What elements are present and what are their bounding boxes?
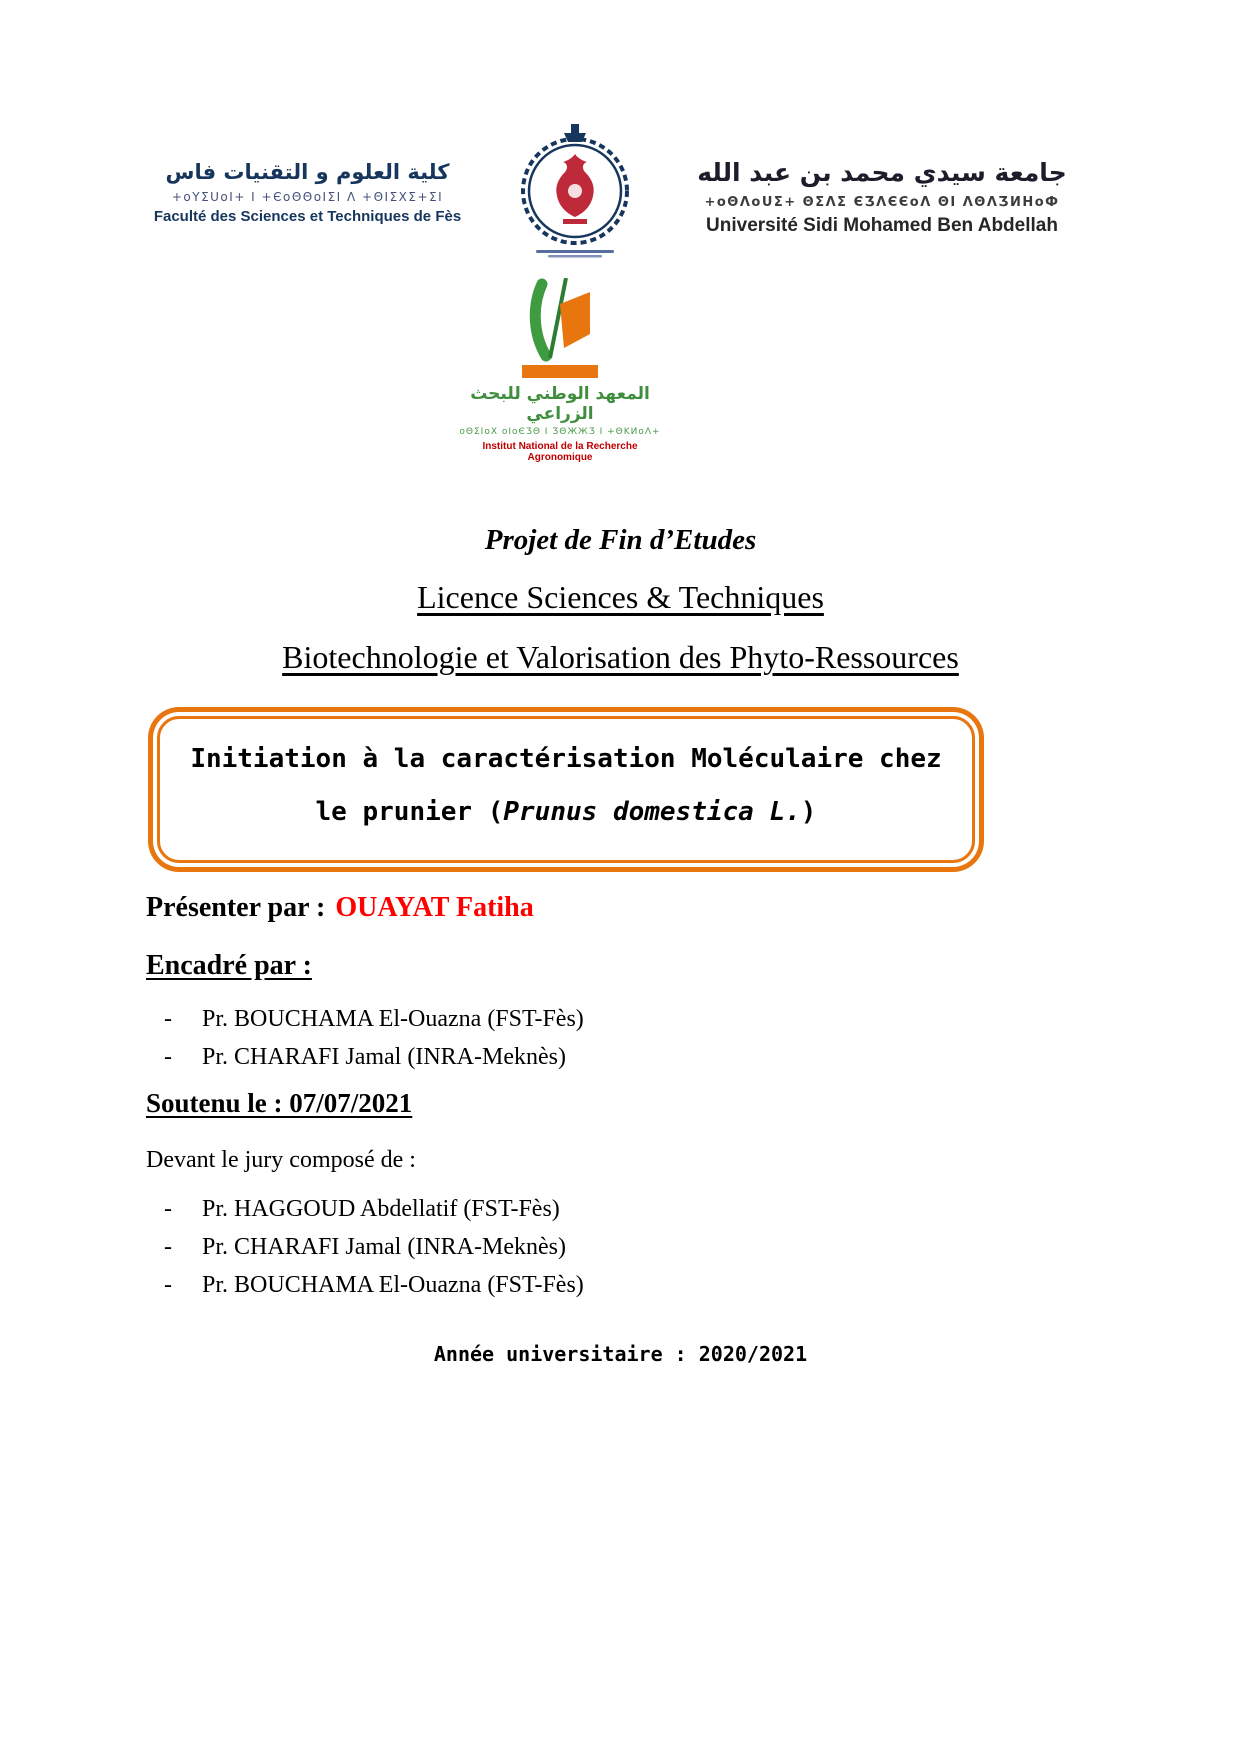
fst-header-block bbox=[140, 160, 475, 225]
jury-item bbox=[164, 1234, 584, 1261]
supervisor-item bbox=[164, 1044, 584, 1071]
thesis-title-line1: Initiation à la caractérisation Moléculaire chez bbox=[190, 744, 942, 774]
fst-french-title: Faculté des Sciences et Techniques de Fès bbox=[153, 208, 462, 225]
jury-item bbox=[164, 1196, 584, 1223]
bullet-dash: - bbox=[164, 1272, 172, 1298]
usmba-header-block bbox=[688, 158, 1076, 237]
usmba-arabic-title: جامعة سيدي محمد بن عبد الله bbox=[697, 158, 1067, 187]
degree-heading: Licence Sciences & Techniques bbox=[417, 579, 824, 615]
bullet-dash: - bbox=[164, 1196, 172, 1222]
inra-block bbox=[450, 278, 670, 463]
usmba-french-title: Université Sidi Mohamed Ben Abdellah bbox=[706, 215, 1058, 236]
presented-by-line bbox=[146, 892, 534, 924]
thesis-title-box bbox=[157, 716, 975, 863]
fst-arabic-title: كلية العلوم و التقنيات فاس bbox=[165, 160, 450, 184]
academic-year-line: Année universitaire : 2020/2021 bbox=[433, 1342, 808, 1366]
bullet-dash: - bbox=[164, 1234, 172, 1260]
project-heading: Projet de Fin d’Etudes bbox=[484, 524, 757, 556]
program-heading: Biotechnologie et Valorisation des Phyto-Ressources bbox=[282, 639, 959, 675]
thesis-title-species: Prunus domestica L. bbox=[503, 797, 801, 828]
supervisors-label: Encadré par : bbox=[146, 950, 312, 981]
inra-arabic-title: المعهد الوطني للبحث الزراعي bbox=[470, 384, 650, 424]
bullet-dash: - bbox=[164, 1044, 172, 1070]
supervisor-name: Pr. CHARAFI Jamal (INRA-Meknès) bbox=[202, 1044, 566, 1070]
thesis-title-line2-prefix: le prunier ( bbox=[315, 797, 504, 828]
inra-french-title: Institut National de la Recherche Agronomique bbox=[482, 441, 638, 463]
jury-member-name: Pr. CHARAFI Jamal (INRA-Meknès) bbox=[202, 1234, 566, 1260]
thesis-title-line2 bbox=[168, 786, 964, 839]
thesis-title-line2-suffix: ) bbox=[800, 797, 817, 828]
supervisors-list bbox=[164, 1006, 584, 1082]
bullet-dash: - bbox=[164, 1006, 172, 1032]
jury-intro-line: Devant le jury composé de : bbox=[146, 1147, 416, 1173]
jury-member-name: Pr. BOUCHAMA El-Ouazna (FST-Fès) bbox=[202, 1272, 584, 1298]
author-name: OUAYAT Fatiha bbox=[335, 892, 534, 923]
supervisor-name: Pr. BOUCHAMA El-Ouazna (FST-Fès) bbox=[202, 1006, 584, 1032]
usmba-tifinagh-title: +oΘΛoUΣ+ ΘΣΛΣ ЄƷΛЄЄoΛ ΘI ΛΘΛƷИНoФ bbox=[704, 195, 1060, 210]
supervisor-item bbox=[164, 1006, 584, 1033]
jury-item bbox=[164, 1272, 584, 1299]
jury-member-name: Pr. HAGGOUD Abdellatif (FST-Fès) bbox=[202, 1196, 560, 1222]
inra-logo-icon bbox=[450, 278, 670, 380]
presented-by-label: Présenter par : bbox=[146, 892, 326, 923]
defense-date-line: Soutenu le : 07/07/2021 bbox=[146, 1088, 413, 1118]
inra-tifinagh-title: oΘΣIoX oIoЄƷΘ I ƷΘЖЖƷ I +ΘΚИoΛ+ bbox=[459, 427, 661, 437]
jury-list bbox=[164, 1196, 584, 1310]
fst-tifinagh-title: +oYΣUoI+ I +ЄoΘΘoIΣI Λ +ΘIΣXΣ+ΣI bbox=[171, 190, 444, 204]
university-seal-icon bbox=[514, 124, 636, 260]
